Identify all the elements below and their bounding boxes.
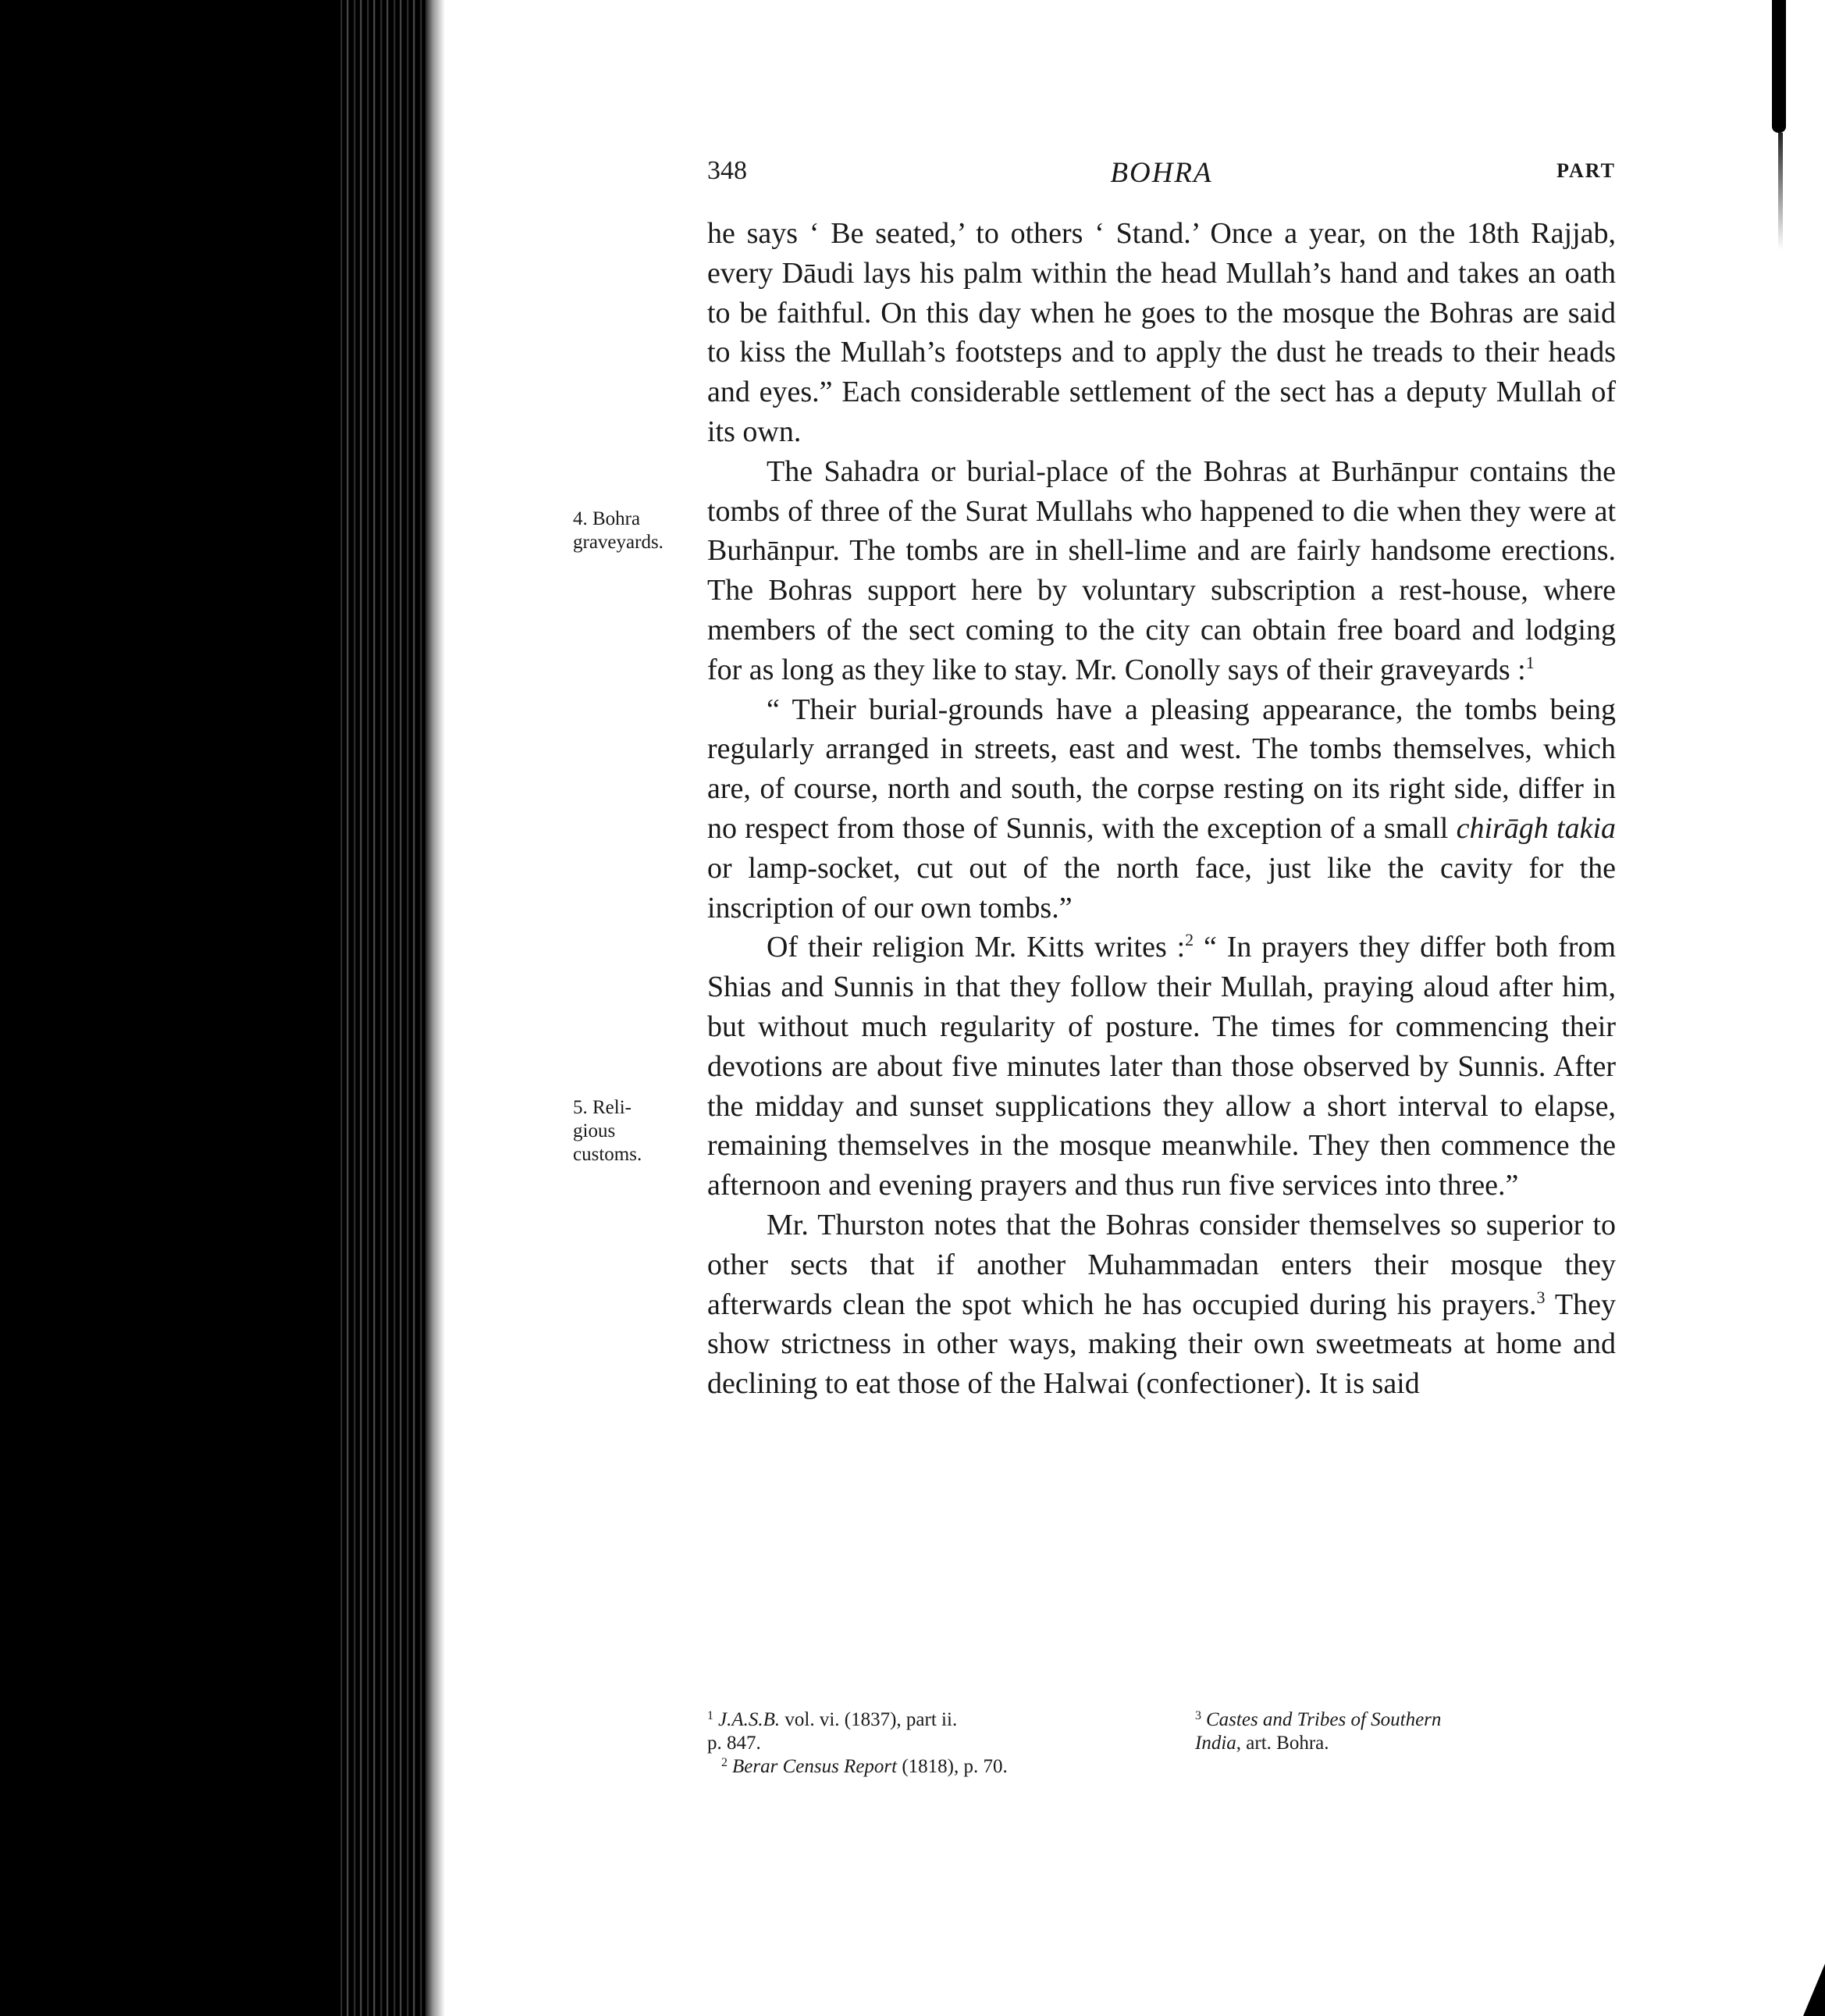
footnote-ref: 3 <box>1536 1287 1546 1307</box>
sidenote-line: customs. <box>573 1144 642 1165</box>
footnote-3 <box>1195 1708 1617 1732</box>
footnote-source: J.A.S.B. <box>718 1709 781 1730</box>
running-title: BOHRA <box>1110 157 1213 189</box>
sidenote-line: 4. Bohra <box>573 508 641 529</box>
paragraph-text: The Sahadra or burial-place of the Bohras at Burhānpur contains the tombs of three of the Surat Mullahs who happened to die when they were at Burhānpur. The tombs are in shell-lime and are fairly handsome erections. The Bohras support here by voluntary subscription a rest-house, where members of the sect coming to the city can obtain free board and lodging for as long as they like to stay. Mr. Conolly says of their graveyards : <box>707 454 1616 686</box>
scan-edge-mark-top <box>1772 0 1786 133</box>
sidenote-line: 5. Reli- <box>573 1097 631 1118</box>
footnote-column-left <box>707 1708 1144 1779</box>
footnote-text: vol. vi. (1837), part ii. <box>784 1709 958 1730</box>
footnote-column-right <box>1195 1708 1617 1755</box>
body-text <box>707 214 1616 1404</box>
sidenote-line: gious <box>573 1120 616 1142</box>
paragraph <box>707 928 1616 1206</box>
part-label: PART <box>1556 159 1616 182</box>
footnote-text: , art. Bohra. <box>1236 1733 1329 1754</box>
paragraph-text: “ Their burial-grounds have a pleasing appearance, the tombs being regularly arranged in streets, east and west. The tombs themselves, which are, of course, north and south, the corpse resting on its right side, differ in no respect from those of Sunnis, with the exception of a small <box>707 693 1616 845</box>
paragraph-text: Of their religion Mr. Kitts writes : <box>767 931 1186 964</box>
sidenote-bohra-graveyards <box>573 508 698 554</box>
footnote-number: 3 <box>1195 1709 1201 1722</box>
footnote-text: (1818), p. 70. <box>902 1756 1008 1777</box>
footnote-source: Berar Census Report <box>732 1756 898 1777</box>
scan-binding-fade <box>425 0 445 2016</box>
paragraph-quote <box>707 690 1616 928</box>
footnote-2 <box>707 1755 1144 1779</box>
page-number: 348 <box>707 156 747 185</box>
footnote-1 <box>707 1708 1144 1732</box>
footnote-3-continued <box>1195 1732 1617 1755</box>
scan-edge-mark-bottom <box>1803 1964 1825 2016</box>
sidenote-religious-customs <box>573 1096 698 1167</box>
paragraph-text: “ In prayers they differ both from Shias and Sunnis in that they follow their Mullah, praying aloud after him, but without much regularity of posture. The times for commencing their devotions are about five minutes later than those observed by Sunnis. After the midday and sunset supplications they allow a short interval to elapse, remaining themselves in the mosque meanwhile. They then commence the afternoon and evening prayers and thus run five services into three.” <box>707 931 1616 1202</box>
scan-edge-mark-top-tail <box>1778 133 1783 250</box>
paragraph-text: or lamp-socket, cut out of the north face, just like the cavity for the inscription of our own tombs.” <box>707 851 1616 924</box>
paragraph <box>707 214 1616 452</box>
footnote-ref: 2 <box>1185 930 1194 950</box>
paragraph <box>707 1206 1616 1404</box>
footnote-ref: 1 <box>1525 652 1535 672</box>
footnote-source: India <box>1195 1733 1236 1754</box>
paragraph <box>707 452 1616 690</box>
sidenote-line: graveyards. <box>573 532 663 553</box>
paragraph-text: Mr. Thurston notes that the Bohras consider themselves so superior to other sects that if another Muhammadan enters their mosque they afterwards clean the spot which he has occupied during his prayers. <box>707 1208 1616 1321</box>
paragraph-text: he says ‘ Be seated,’ to others ‘ Stand.’ Once a year, on the 18th Rajjab, every Dāudi lays his palm within the head Mullah’s hand and takes an oath to be faithful. On this day when he goes to the mosque the Bohras are said to kiss the Mullah’s footsteps and to apply the dust he treads to their heads and eyes.” Each considerable settlement of the sect has a deputy Mullah of its own. <box>707 217 1616 448</box>
footnote-number: 2 <box>721 1756 728 1769</box>
footnote-source: Castes and Tribes of Southern <box>1206 1709 1442 1730</box>
paragraph-text: They show strictness in other ways, making their own sweetmeats at home and declining to eat those of the Halwai (confectioner). It is said <box>707 1288 1616 1401</box>
footnote-number: 1 <box>707 1709 713 1722</box>
footnote-1-continued: p. 847. <box>707 1733 761 1754</box>
italic-term: chirāgh takia <box>1456 811 1616 845</box>
page-header <box>707 156 1616 200</box>
